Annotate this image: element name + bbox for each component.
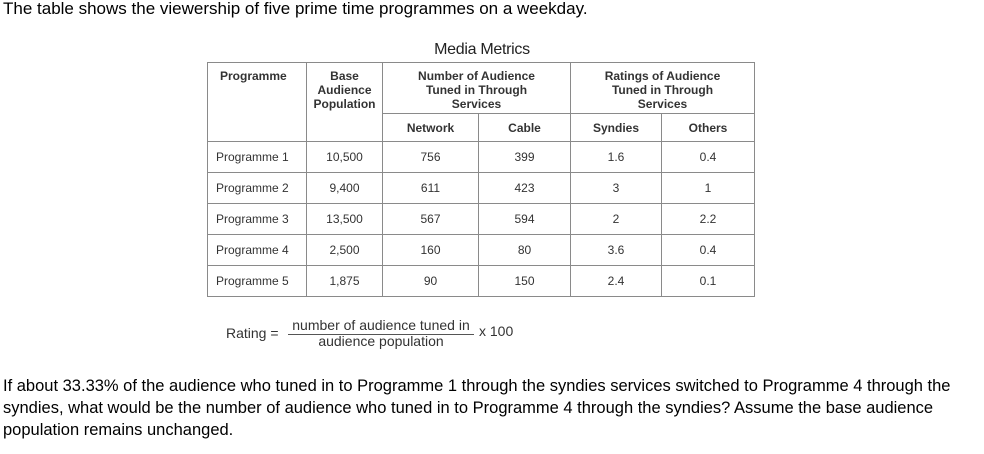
others-cell: 0.4 [662,235,755,266]
question-text: If about 33.33% of the audience who tuned in to Programme 1 through the syndies services switched to Programme 4 through the syndies, what would be the number of audience who tuned in to Programme 4 through the syndies? Assume the base audience population remains unchanged. [3,377,951,439]
programme-cell: Programme 3 [208,204,307,235]
header-network: Network [383,114,479,142]
header-ratings: Ratings of Audience Tuned in Through Services [571,63,755,114]
programme-cell: Programme 2 [208,173,307,204]
table-row [208,142,755,173]
table-row [208,173,755,204]
table-row [208,266,755,297]
syndies-cell: 2.4 [571,266,662,297]
header-programme: Programme [208,63,307,142]
cable-cell: 399 [479,142,571,173]
syndies-cell: 3 [571,173,662,204]
base-cell: 13,500 [307,204,383,235]
base-cell: 10,500 [307,142,383,173]
programme-cell: Programme 1 [208,142,307,173]
others-cell: 0.4 [662,142,755,173]
network-cell: 160 [383,235,479,266]
cable-cell: 150 [479,266,571,297]
syndies-cell: 3.6 [571,235,662,266]
others-cell: 2.2 [662,204,755,235]
syndies-cell: 1.6 [571,142,662,173]
table-row [208,235,755,266]
network-cell: 611 [383,173,479,204]
others-cell: 1 [662,173,755,204]
network-cell: 90 [383,266,479,297]
formula-multiplier: x 100 [479,323,514,339]
formula-numerator: number of audience tuned in [292,317,470,333]
header-row [208,63,755,114]
cable-cell: 80 [479,235,571,266]
cable-cell: 594 [479,204,571,235]
base-cell: 1,875 [307,266,383,297]
table-title: Media Metrics [434,41,530,58]
syndies-cell: 2 [571,204,662,235]
header-cable: Cable [479,114,571,142]
header-base-audience: Base Audience Population [307,63,383,142]
formula-lhs: Rating = [226,325,279,341]
header-syndies: Syndies [571,114,662,142]
formula-denominator: audience population [318,333,444,349]
base-cell: 9,400 [307,173,383,204]
programme-cell: Programme 4 [208,235,307,266]
media-metrics-table [207,62,755,297]
intro-text: The table shows the viewership of five prime time programmes on a weekday. [3,0,588,18]
others-cell: 0.1 [662,266,755,297]
network-cell: 756 [383,142,479,173]
programme-cell: Programme 5 [208,266,307,297]
table-row [208,204,755,235]
network-cell: 567 [383,204,479,235]
base-cell: 2,500 [307,235,383,266]
rating-formula [226,316,546,352]
header-others: Others [662,114,755,142]
cable-cell: 423 [479,173,571,204]
header-audience-tuned: Number of Audience Tuned in Through Services [383,63,571,114]
